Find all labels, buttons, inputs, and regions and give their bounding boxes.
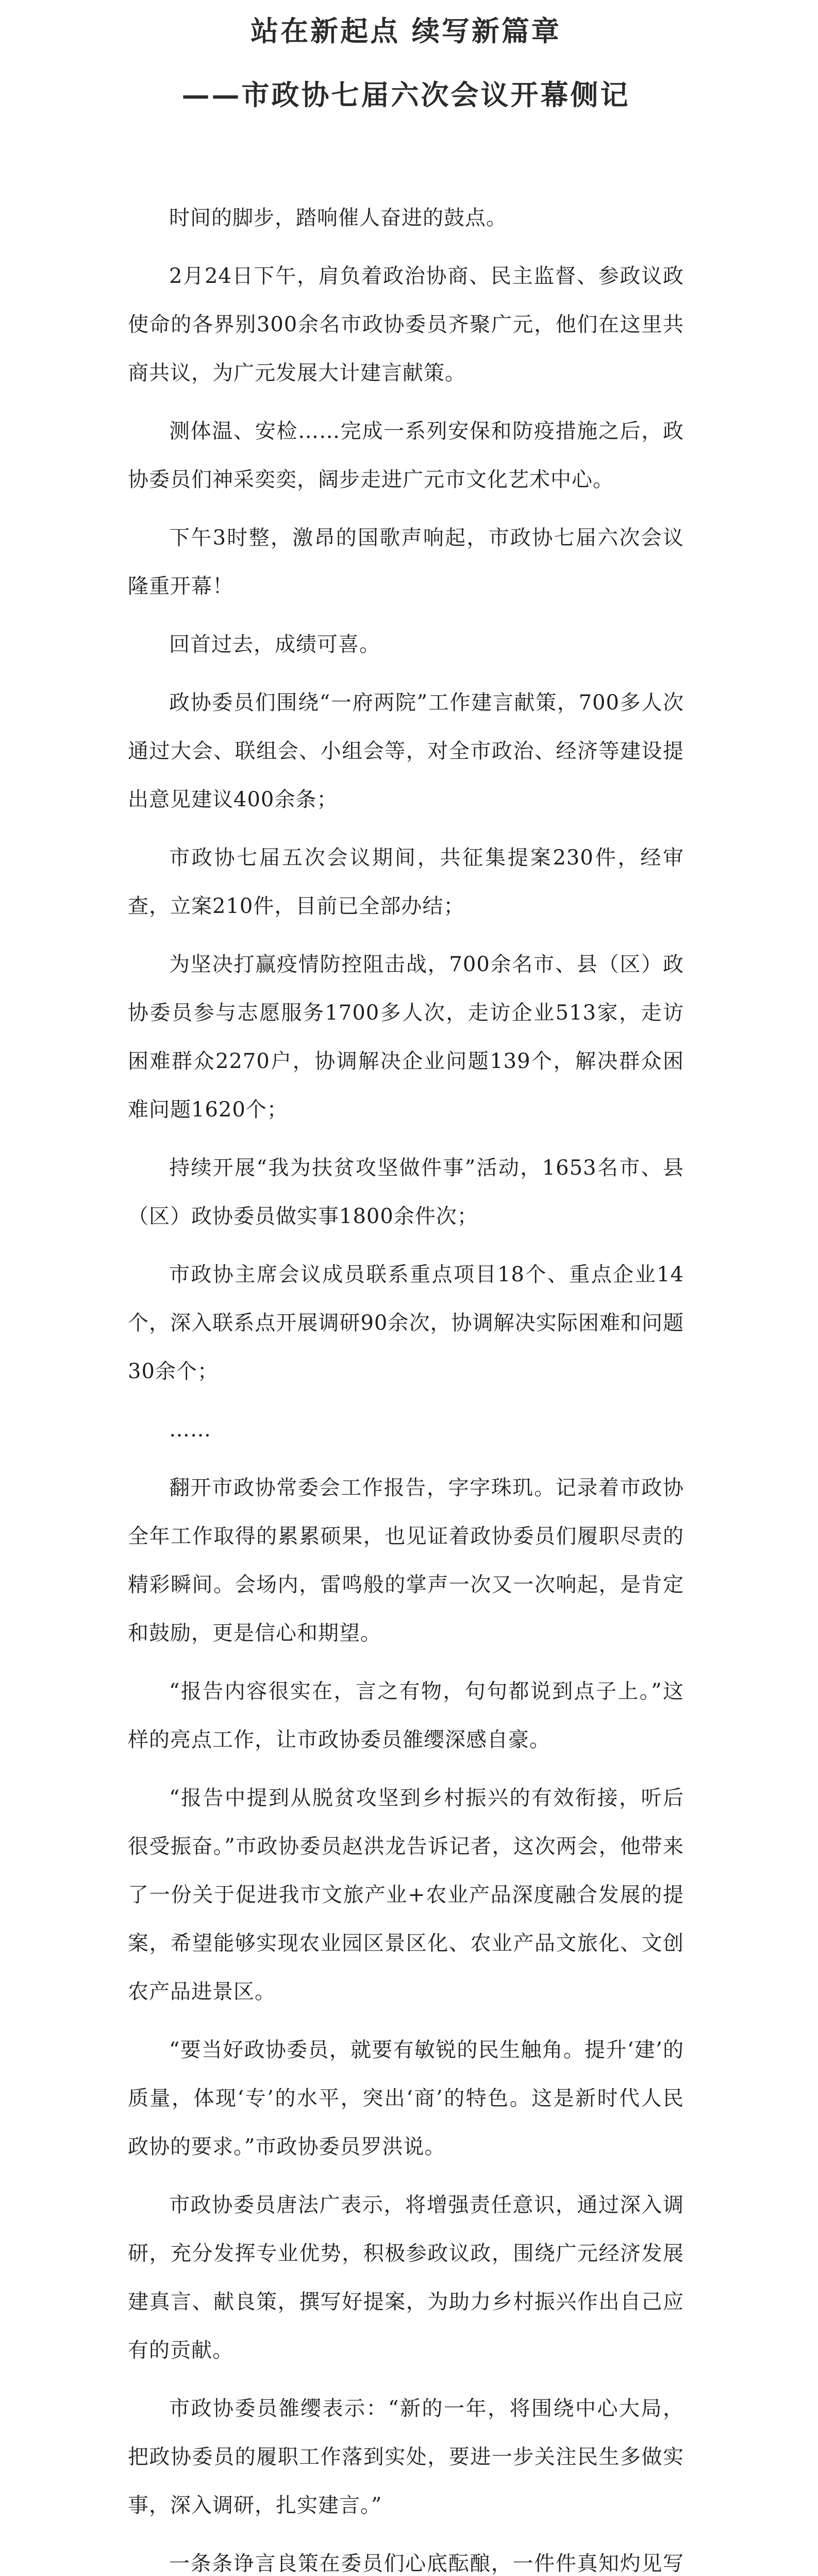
- paragraph: 为坚决打赢疫情防控阻击战，700余名市、县（区）政协委员参与志愿服务1700多人次，走访企业513家，走访困难群众2270户，协调解决企业问题139个，解决群众困难问题1620个；: [128, 953, 684, 1122]
- paragraph: 测体温、安检……完成一系列安保和防疫措施之后，政协委员们神采奕奕，阔步走进广元市文化艺术中心。: [128, 419, 684, 492]
- paragraph: ……: [169, 1418, 211, 1442]
- paragraph: 下午3时整，激昂的国歌声响起，市政协七届六次会议隆重开幕！: [128, 526, 684, 598]
- paragraph: 市政协委员唐法广表示，将增强责任意识，通过深入调研，充分发挥专业优势，积极参政议政，围绕广元经济发展建真言、献良策，撰写好提案，为助力乡村振兴作出自己应有的贡献。: [128, 2193, 684, 2362]
- article-body: [128, 194, 684, 2576]
- paragraph: 2月24日下午，肩负着政治协商、民主监督、参政议政使命的各界别300余名市政协委员齐聚广元，他们在这里共商共议，为广元发展大计建言献策。: [128, 264, 684, 385]
- paragraph: 翻开市政协常委会工作报告，字字珠玑。记录着市政协全年工作取得的累累硕果，也见证着政协委员们履职尽责的精彩瞬间。会场内，雷鸣般的掌声一次又一次响起，是肯定和鼓励，更是信心和期望。: [128, 1476, 684, 1645]
- paragraph: 市政协委员雒缨表示：“新的一年，将围绕中心大局，把政协委员的履职工作落到实处，要进一步关注民生多做实事，深入调研，扎实建言。”: [128, 2397, 684, 2517]
- paragraph: 一条条诤言良策在委员们心底酝酿，一件件真知灼见写: [169, 2552, 684, 2575]
- paragraph: “要当好政协委员，就要有敏锐的民生触角。提升‘建’的质量，体现‘专’的水平，突出‘商’的特色。这是新时代人民政协的要求。”市政协委员罗洪说。: [128, 2038, 684, 2159]
- paragraph: 政协委员们围绕“一府两院”工作建言献策，700多人次通过大会、联组会、小组会等，对全市政治、经济等建设提出意见建议400余条；: [128, 691, 684, 811]
- paragraph: 市政协七届五次会议期间，共征集提案230件，经审查，立案210件，目前已全部办结；: [128, 846, 684, 918]
- article-title: 站在新起点 续写新篇章: [251, 14, 561, 47]
- paragraph: 市政协主席会议成员联系重点项目18个、重点企业14个，深入联系点开展调研90余次，协调解决实际困难和问题30余个；: [128, 1263, 684, 1383]
- paragraph: “报告中提到从脱贫攻坚到乡村振兴的有效衔接，听后很受振奋。”市政协委员赵洪龙告诉记者，这次两会，他带来了一份关于促进我市文旅产业+农业产品深度融合发展的提案，希望能够实现农业园区景区化、农业产品文旅化、文创农产品进景区。: [128, 1786, 684, 2004]
- paragraph: 回首过去，成绩可喜。: [169, 633, 380, 656]
- paragraph: 时间的脚步，踏响催人奋进的鼓点。: [169, 206, 507, 230]
- paragraph: “报告内容很实在，言之有物，句句都说到点子上。”这样的亮点工作，让市政协委员雒缨深感自豪。: [128, 1680, 684, 1752]
- paragraph: 持续开展“我为扶贫攻坚做件事”活动，1653名市、县（区）政协委员做实事1800余件次；: [128, 1156, 684, 1228]
- article-subtitle: ——市政协七届六次会议开幕侧记: [181, 78, 630, 111]
